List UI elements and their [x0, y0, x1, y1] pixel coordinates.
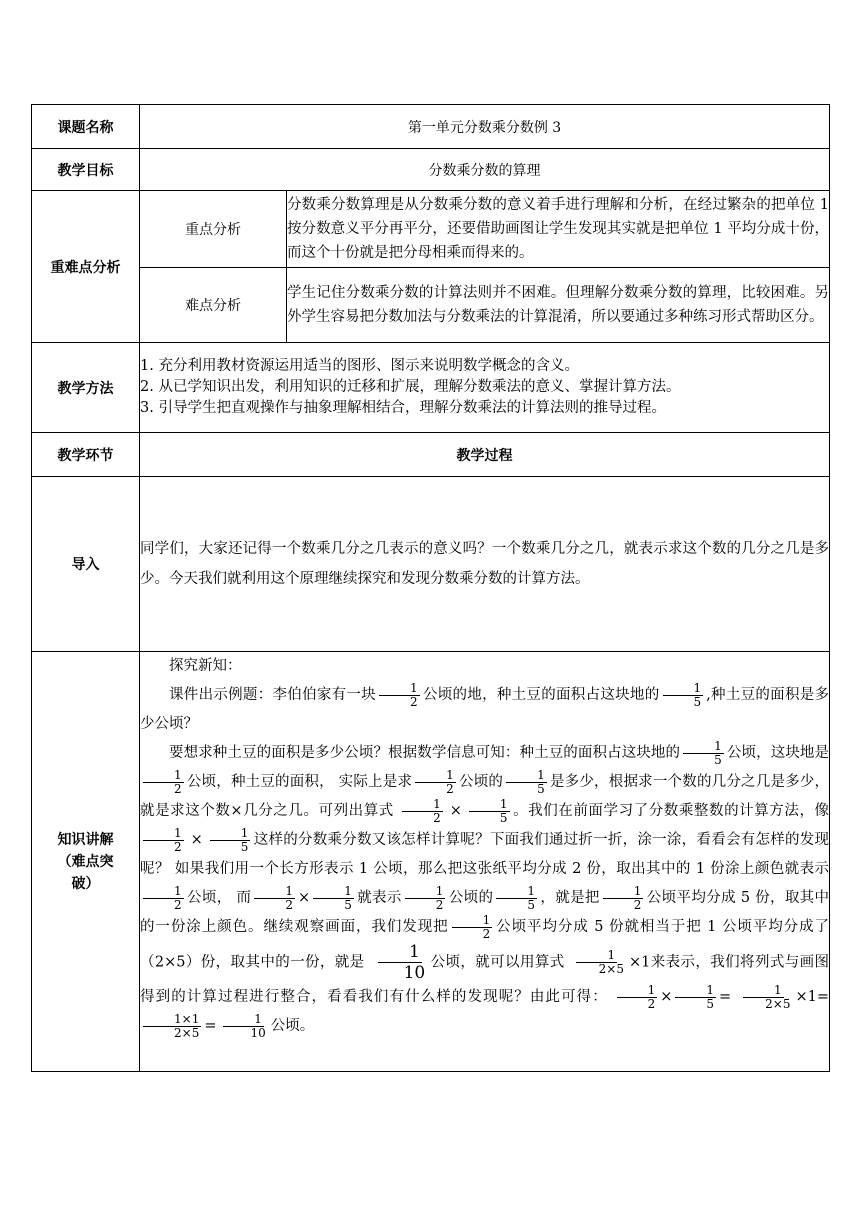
explanation-text-l: 公顷平均分成 5 份，取其中的一份涂上颜色。继续观察画面，我们发现把	[140, 890, 830, 935]
key-point-label: 重点分析	[140, 191, 287, 268]
numerator: 1	[379, 682, 420, 696]
process-header-row	[32, 433, 830, 477]
explanation-text-k: ，就是把	[540, 890, 600, 906]
process-title: 教学过程	[140, 433, 830, 477]
numerator: 1×1	[143, 1013, 201, 1027]
equals-sign: =	[719, 989, 732, 1005]
numerator: 1	[743, 984, 784, 998]
denominator: 2	[482, 926, 491, 941]
methods-label: 教学方法	[32, 343, 140, 433]
times-sign: ×	[298, 890, 311, 906]
numerator: 1	[603, 885, 644, 899]
fraction-one-fifth	[683, 740, 724, 767]
numerator: 1	[143, 769, 184, 783]
fraction-one-half	[405, 885, 446, 912]
difficult-point-label: 难点分析	[140, 268, 287, 343]
knowledge-label-line1: 知识讲解	[57, 831, 114, 848]
explanation-text-b: 公顷，这块地是	[726, 745, 830, 761]
numerator: 1	[378, 942, 422, 963]
knowledge-label-line3: 破）	[71, 875, 100, 892]
explanation-text-m: 公顷平均分成 5 份就相当于把 1 公顷平均分成了（2×5）份，取其中的一份，就是	[140, 919, 830, 971]
times-sign: ×	[660, 989, 673, 1005]
denominator: 2	[435, 897, 444, 912]
knowledge-content	[140, 652, 830, 1072]
fraction-one-half	[143, 827, 184, 854]
key-point-text: 分数乘分数算理是从分数乘分数的意义着手进行理解和分析，在经过繁杂的把单位 1 按分数意义平分再平分，还要借助画图让学生发现其实就是把单位 1 平均分成十份，而这个十份就是把分母相乘而得来的。	[287, 191, 830, 268]
denominator: 2	[433, 810, 441, 825]
numerator: 1	[402, 798, 443, 812]
fraction-one-fifth	[469, 798, 510, 825]
equals-sign: =	[204, 1018, 217, 1034]
explanation-text-e: 是多少，根据求一个数的几分之几是多少，就是求这个数×几分之几。可列出算式	[140, 774, 830, 819]
numerator: 1	[223, 1013, 264, 1027]
knowledge-label	[32, 652, 140, 1072]
denominator: 5	[240, 839, 249, 854]
explanation-text-c: 公顷，种土豆的面积， 实际上是求	[186, 774, 413, 790]
fraction-one-half	[415, 769, 456, 796]
denominator: 10	[403, 963, 426, 983]
fraction-one-half	[143, 885, 184, 912]
denominator: 5	[706, 996, 715, 1011]
fraction-one-half	[617, 984, 658, 1011]
intro-text: 同学们，大家还记得一个数乘几分之几表示的意义吗？一个数乘几分之几，就表示求这个数的几分之几是多少。今天我们就利用这个原理继续探究和发现分数乘分数的计算方法。	[140, 477, 830, 652]
numerator: 1	[210, 827, 251, 841]
numerator: 1	[617, 984, 658, 998]
denominator: 2×5	[765, 996, 791, 1011]
key-point-row	[32, 191, 830, 268]
numerator: 1	[313, 885, 354, 899]
times-one: ×1	[795, 989, 817, 1005]
intro-label: 导入	[32, 477, 140, 652]
explanation-text-o: 来表示，我们将列式与画图得到的计算过程进行整合，看看我们有什么样的发现呢？由此可得：	[140, 954, 830, 1005]
fraction-one-tenth	[219, 1013, 267, 1040]
numerator: 1	[675, 984, 716, 998]
denominator: 2	[633, 897, 642, 912]
explanation-text-i: 就表示	[356, 890, 402, 906]
fraction-one-tenth	[373, 942, 428, 983]
numerator: 1	[405, 885, 446, 899]
fraction-one-fifth	[506, 769, 547, 796]
denominator: 5	[693, 694, 702, 709]
numerator: 1	[683, 740, 724, 754]
denominator: 2	[446, 781, 454, 796]
methods-row	[32, 343, 830, 433]
numerator: 1	[576, 949, 617, 963]
denominator: 2	[174, 897, 182, 912]
explanation-text-p: 公顷。	[270, 1018, 315, 1034]
method-item-1: 1. 充分利用教材资源运用适当的图形、图示来说明数学概念的含义。	[140, 358, 579, 374]
numerator: 1	[469, 798, 510, 812]
knowledge-heading: 探究新知：	[169, 658, 242, 674]
analysis-label: 重难点分析	[32, 191, 140, 343]
denominator: 5	[527, 897, 535, 912]
denominator: 2×5	[174, 1025, 200, 1040]
explanation-text-g: 这样的分数乘分数又该怎样计算呢？下面我们通过折一折，涂一涂，看看会有怎样的发现呢？ 如果我们用一个长方形表示 1 公顷，那么把这张纸平均分成 2 份，取出其中的 1 份涂上颜色就表示	[140, 832, 830, 877]
fraction-one-times-one-over-two-times-five	[143, 1013, 201, 1040]
explanation-text-h: 公顷， 而	[186, 890, 252, 906]
times-sign: ×	[190, 832, 203, 848]
numerator: 1	[452, 914, 493, 928]
example-text-b: 公顷的地，种土豆的面积占这块地的	[422, 687, 660, 703]
denominator: 5	[537, 781, 545, 796]
goal-value: 分数乘分数的算理	[140, 149, 830, 191]
denominator: 2	[647, 996, 656, 1011]
fraction-one-half	[452, 914, 493, 941]
title-value: 第一单元分数乘分数例 3	[140, 105, 830, 149]
times-one: ×1	[628, 954, 651, 971]
fraction-one-fifth	[663, 682, 704, 709]
method-item-2: 2. 从已学知识出发，利用知识的迁移和扩展，理解分数乘法的意义、掌握计算方法。	[140, 379, 681, 395]
denominator: 2	[285, 897, 294, 912]
denominator: 2	[410, 694, 418, 709]
difficult-point-text: 学生记住分数乘分数的计算法则并不困难。但理解分数乘分数的算理，比较困难。另外学生容易把分数加法与分数乘法的计算混淆，所以要通过多种练习形式帮助区分。	[287, 268, 830, 343]
difficult-point-row	[32, 268, 830, 343]
method-item-3: 3. 引导学生把直观操作与抽象理解相结合，理解分数乘法的计算法则的推导过程。	[140, 400, 666, 416]
fraction-one-half	[603, 885, 644, 912]
equals-sign: =	[816, 989, 830, 1005]
example-text-c: ,种土豆的面积是多少公顷？	[140, 687, 830, 732]
lesson-plan-table	[31, 104, 830, 1072]
fraction-one-half	[254, 885, 295, 912]
fraction-one-fifth	[496, 885, 537, 912]
fraction-one-fifth	[675, 984, 716, 1011]
explanation-text-a: 要想求种土豆的面积是多少公顷？根据数学信息可知：种土豆的面积占这块地的	[169, 745, 681, 761]
denominator: 2	[174, 839, 182, 854]
title-label: 课题名称	[32, 105, 140, 149]
numerator: 1	[143, 885, 184, 899]
fraction-one-fifth	[210, 827, 251, 854]
knowledge-row	[32, 652, 830, 1072]
explanation-text-n: 公顷，就可以用算式	[430, 954, 565, 971]
example-paragraph	[140, 681, 829, 739]
numerator: 1	[663, 682, 704, 696]
explanation-text-d: 公顷的	[458, 774, 504, 790]
fraction-one-half	[379, 682, 420, 709]
times-sign: ×	[449, 803, 462, 819]
methods-list	[140, 343, 830, 433]
goal-label: 教学目标	[32, 149, 140, 191]
explanation-paragraph	[140, 739, 829, 1041]
denominator: 5	[344, 897, 352, 912]
denominator: 5	[499, 810, 508, 825]
fraction-one-over-two-times-five	[568, 949, 626, 976]
fraction-one-over-two-times-five	[734, 984, 792, 1011]
explanation-text-f: 。我们在前面学习了分数乘整数的计算方法，像	[512, 803, 830, 819]
numerator: 1	[506, 769, 547, 783]
numerator: 1	[143, 827, 184, 841]
numerator: 1	[415, 769, 456, 783]
denominator: 2×5	[598, 962, 624, 976]
numerator: 1	[496, 885, 537, 899]
fraction-one-half	[143, 769, 184, 796]
fraction-one-half	[402, 798, 443, 825]
process-stage-label: 教学环节	[32, 433, 140, 477]
numerator: 1	[254, 885, 295, 899]
explanation-text-j: 公顷的	[448, 890, 494, 906]
goal-row	[32, 149, 830, 191]
denominator: 5	[714, 752, 722, 767]
intro-row	[32, 477, 830, 652]
title-row	[32, 105, 830, 149]
knowledge-label-line2: （难点突	[57, 853, 114, 870]
fraction-one-fifth	[313, 885, 354, 912]
denominator: 2	[174, 781, 182, 796]
denominator: 10	[250, 1025, 266, 1040]
example-text-a: 课件出示例题：李伯伯家有一块	[169, 687, 376, 703]
